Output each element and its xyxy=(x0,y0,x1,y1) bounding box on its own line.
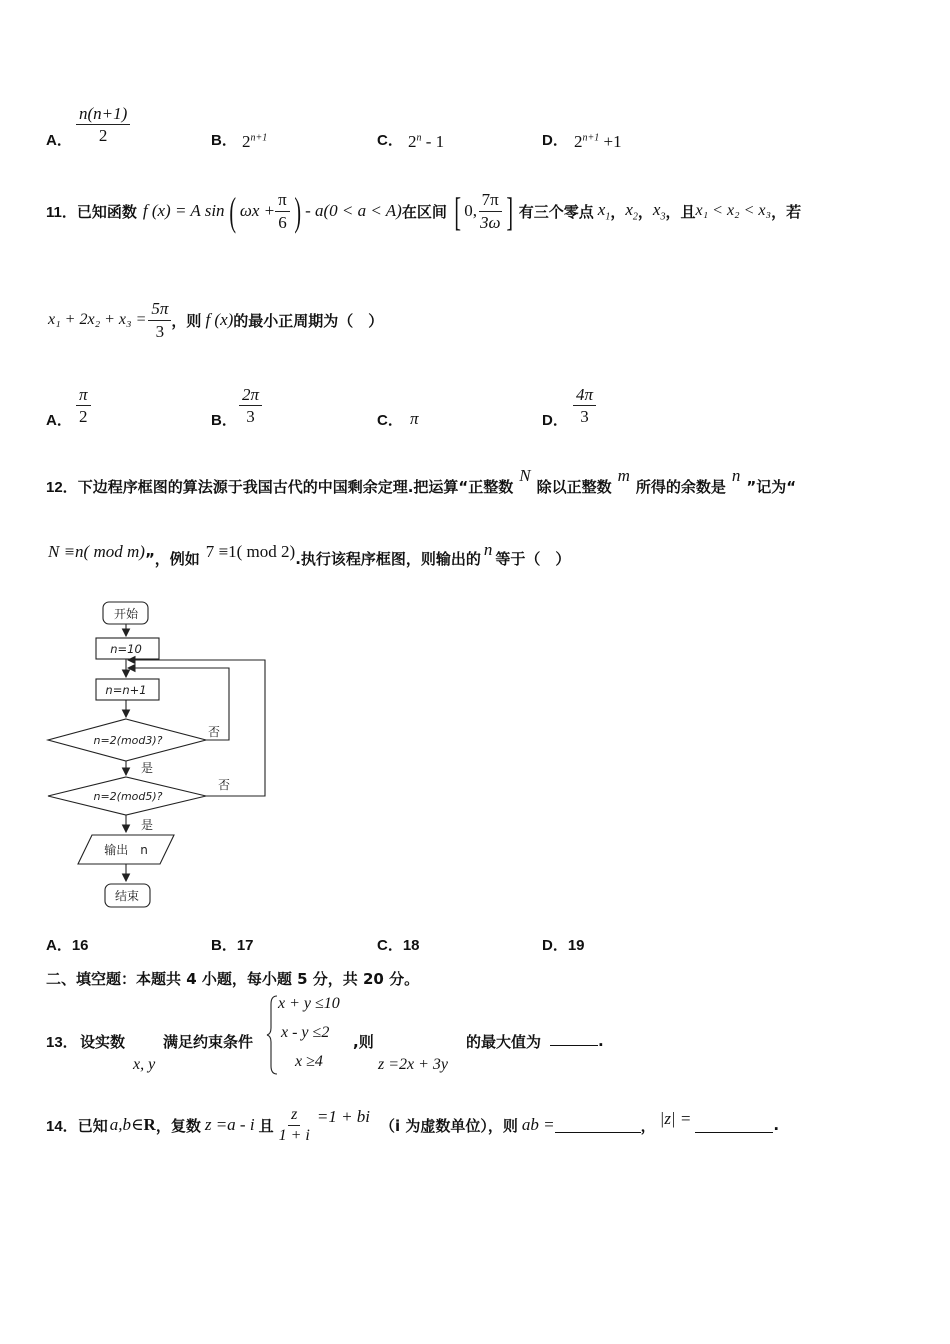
fraction-numerator: 5π xyxy=(148,298,171,320)
q12-text-2: 除以正整数 xyxy=(536,477,612,496)
power-exponent: n xyxy=(416,132,422,144)
q11-pi-over-6 xyxy=(275,189,290,233)
flow-no-label-1: 否 xyxy=(208,725,221,739)
q13-then: ,则 xyxy=(353,1033,374,1051)
q11-intro: 已知函数 xyxy=(76,202,137,221)
q12-text-5: ”，例如 xyxy=(144,549,200,568)
option-value: 17 xyxy=(236,937,254,954)
q12-notation: N ≡n( mod m) xyxy=(48,542,145,561)
q11-order: x₁ < x₂ < x₃ xyxy=(695,202,772,219)
q12-text-3: 所得的余数是 xyxy=(635,477,726,496)
fraction-denominator: 2 xyxy=(79,407,88,427)
fraction-numerator: 7π xyxy=(479,189,502,211)
power-tail: +1 xyxy=(599,132,622,151)
q14-real-set: R xyxy=(143,1115,156,1134)
right-bracket: ] xyxy=(506,188,514,234)
left-bracket: [ xyxy=(454,188,461,234)
q10-option-c-value xyxy=(408,132,444,152)
q11-func-pre: f (x) = A sin xyxy=(142,201,225,220)
q10-option-a-label: A． xyxy=(46,132,72,149)
q11-interval-fraction xyxy=(477,189,504,233)
q11-option-d-value xyxy=(573,384,596,428)
flow-yes-label-1: 是 xyxy=(141,761,154,775)
q13-text-2: 满足约束条件 xyxy=(163,1033,254,1051)
q14-answer-blank-2[interactable] xyxy=(695,1118,773,1133)
q13-constraint-2: x - y ≤2 xyxy=(281,1024,330,1041)
flow-step-text: n=n+1 xyxy=(105,683,147,697)
period: . xyxy=(598,1032,604,1050)
fraction-denominator: 3 xyxy=(580,407,589,427)
fraction-numerator: 2π xyxy=(239,384,262,406)
option-label: B． xyxy=(211,937,237,954)
option-value: 16 xyxy=(71,937,89,954)
q12-number: 12． xyxy=(46,478,78,496)
flow-init-text: n=10 xyxy=(110,642,142,656)
q12-var-n-upper: N xyxy=(519,466,531,485)
q11-number: 11． xyxy=(46,203,77,221)
q12-text-4: ”记为“ xyxy=(746,477,797,496)
power-exponent: n+1 xyxy=(250,132,268,144)
flow-start-text: 开始 xyxy=(113,607,139,621)
q11-cond-expr: x₁ + 2x₂ + x₃ = xyxy=(48,311,147,328)
q13-number: 13． xyxy=(46,1034,78,1051)
q13-constraint-1: x + y ≤10 xyxy=(278,995,340,1012)
fraction-denominator: 2 xyxy=(98,126,108,146)
q11-ask: 的最小正周期为（ ） xyxy=(233,311,384,330)
q11-x1: $x_1$ xyxy=(597,199,611,223)
fraction-numerator: π xyxy=(275,189,290,211)
power-base: 2 xyxy=(574,132,583,151)
option-label: D． xyxy=(542,937,568,954)
q11-option-a-label: A． xyxy=(46,412,72,429)
q11-option-b-value xyxy=(239,384,262,428)
q11-three-zeros: 有三个零点 xyxy=(518,202,594,221)
q11-option-c-label: C． xyxy=(377,412,403,429)
q11-cond-fraction xyxy=(148,298,171,342)
q13-z-expr: z =2x + 3y xyxy=(378,1056,449,1073)
q11-fx: f (x) xyxy=(205,310,234,329)
fraction-numerator: 4π xyxy=(573,384,596,406)
fraction-numerator: z xyxy=(288,1105,300,1126)
q12-var-n-output: n xyxy=(483,540,493,559)
q13-answer-blank[interactable] xyxy=(550,1031,604,1050)
q13-text-1: 设实数 xyxy=(80,1033,126,1051)
q12-text-6: .执行该程序框图，则输出的 xyxy=(295,549,481,568)
q11-x2: $x_2$ xyxy=(625,199,638,223)
q14-line xyxy=(46,1102,779,1148)
q14-note: （i 为虚数单位），则 xyxy=(380,1116,518,1135)
right-paren: ) xyxy=(294,188,301,234)
left-paren: ( xyxy=(228,188,236,234)
flow-no-label-2: 否 xyxy=(218,778,231,792)
q12-line-1 xyxy=(46,466,796,506)
q14-ab: a,b∈ xyxy=(109,1115,144,1134)
q11-option-a-value xyxy=(76,384,91,428)
q14-comma: ， xyxy=(640,1116,656,1135)
power-exponent: n+1 xyxy=(582,132,600,144)
section-2-title: 二、填空题：本题共 4 小题，每小题 5 分，共 20 分。 xyxy=(46,970,420,988)
flow-yes-label-2: 是 xyxy=(141,818,154,832)
option-label: C． xyxy=(377,937,403,954)
flow-cond1-text: n=2(mod3)? xyxy=(93,734,163,747)
power-tail: - 1 xyxy=(421,132,445,151)
q11-option-c-value: π xyxy=(410,409,419,428)
q11-interval-left: 0, xyxy=(464,201,477,220)
q14-text-1: 已知 xyxy=(77,1116,108,1135)
q12-option-b xyxy=(211,934,254,955)
q13-brace xyxy=(266,994,278,1076)
q10-option-b-value xyxy=(242,132,267,152)
q11-omega-x: ωx + xyxy=(239,201,276,220)
option-value: 19 xyxy=(567,937,585,954)
option-label: A． xyxy=(46,937,72,954)
q12-text-1: 下边程序框图的算法源于我国古代的中国剩余定理.把运算“正整数 xyxy=(77,477,514,496)
q10-option-d-label: D． xyxy=(542,132,568,149)
q11-then: ，则 xyxy=(171,311,202,330)
q11-and: ，且 xyxy=(665,202,696,221)
q11-if: ，若 xyxy=(771,202,802,221)
fraction-denominator: 3 xyxy=(155,321,165,341)
q14-text-2: ，复数 xyxy=(155,1116,201,1135)
q14-answer-blank-1[interactable] xyxy=(555,1118,641,1133)
q13-constraint-3: x ≥4 xyxy=(295,1053,323,1070)
q12-var-m: m xyxy=(617,466,630,485)
flow-cond2-text: n=2(mod5)? xyxy=(93,790,163,803)
q11-line-2 xyxy=(48,298,383,342)
power-base: 2 xyxy=(242,132,251,151)
q12-var-n: n xyxy=(731,466,741,485)
q11-option-d-label: D． xyxy=(542,412,568,429)
q10-option-b-label: B． xyxy=(211,132,237,149)
q12-example: 7 ≡1( mod 2) xyxy=(205,542,296,561)
q14-end: . xyxy=(773,1116,780,1134)
fraction-denominator: 3 xyxy=(246,407,255,427)
q12-option-a xyxy=(46,934,89,955)
q11-x3: $x_3$ xyxy=(652,199,666,223)
q10-option-d-value xyxy=(574,132,622,152)
q12-option-d xyxy=(542,934,585,955)
q14-fraction xyxy=(276,1105,313,1146)
q11-func-post: - a(0 < a < A) xyxy=(305,201,402,220)
fraction-numerator: π xyxy=(76,384,91,406)
q13-vars: x, y xyxy=(133,1056,156,1073)
q13-ask: 的最大值为 xyxy=(466,1033,542,1051)
q14-rhs: =1 + bi xyxy=(316,1107,371,1126)
fraction-denominator: 1 + i xyxy=(278,1126,310,1144)
fraction-denominator: 6 xyxy=(278,212,287,232)
q14-z-def: z =a - i xyxy=(204,1115,255,1134)
q10-option-a-value xyxy=(76,103,130,147)
flow-output-text: 输出 n xyxy=(104,843,148,857)
q11-option-b-label: B． xyxy=(211,412,237,429)
q12-line-2 xyxy=(48,538,570,578)
q12-option-c xyxy=(377,934,420,955)
q12-flowchart xyxy=(40,596,280,916)
power-base: 2 xyxy=(408,132,417,151)
q11-line-1: 11． 已知函数 f (x) = A sin ( ωx + $\frac{\pi}{6}$ ) - a(0 < a < A) 在区间 [ 0, $\frac{7\pi}{3\omega}$ ] 有三个零点 $x_1$ ， $x_2$ ， $x_3$ ，且 x₁ < x₂ < x₃ ，若 xyxy=(46,188,802,234)
q11-in-interval: 在区间 xyxy=(401,202,447,221)
q14-abs-z: |z| = xyxy=(659,1109,692,1128)
q10-option-c-label: C． xyxy=(377,132,403,149)
q14-number: 14． xyxy=(46,1117,78,1135)
flow-end-text: 结束 xyxy=(114,889,140,903)
q14-qie: 且 xyxy=(258,1116,274,1135)
fraction-numerator: n(n+1) xyxy=(76,103,130,125)
fraction-denominator: 3ω xyxy=(479,212,501,232)
q12-text-7: 等于（ ） xyxy=(495,549,571,568)
q14-ab-eq: ab = xyxy=(521,1115,555,1134)
option-value: 18 xyxy=(402,937,420,954)
